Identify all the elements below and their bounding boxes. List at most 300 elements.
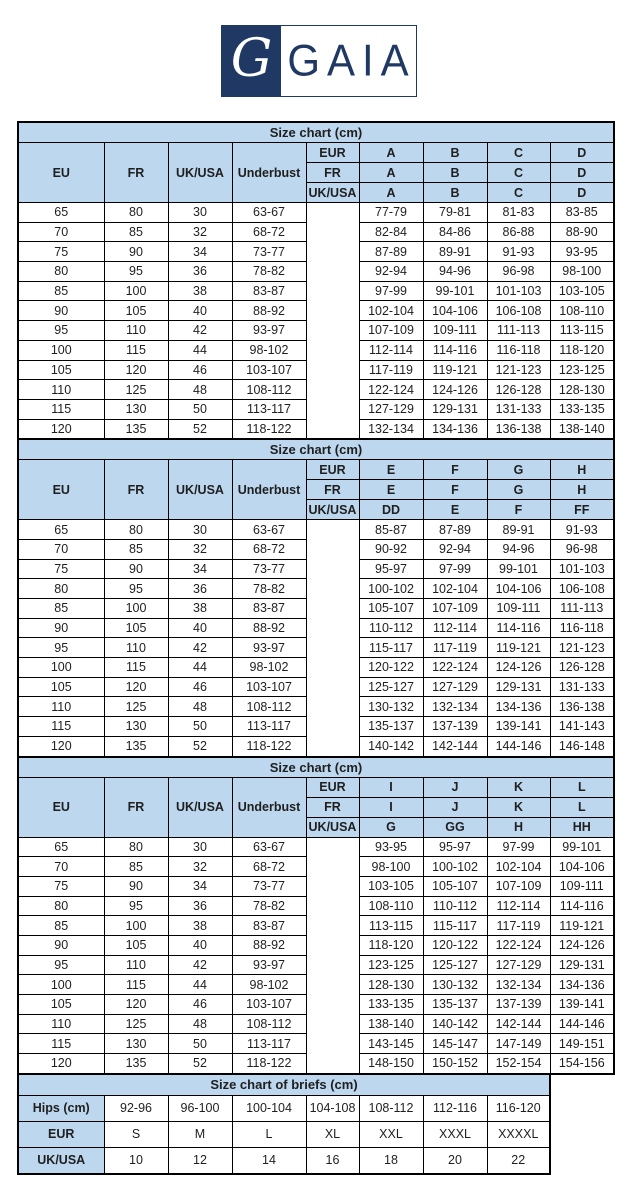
cup-header: A (359, 143, 423, 163)
table-cell: XXXXL (487, 1121, 550, 1147)
table-cell: 106-108 (487, 301, 550, 321)
table-cell: 134-136 (550, 975, 614, 995)
table-cell: 22 (487, 1147, 550, 1174)
table-cell: 126-128 (550, 658, 614, 678)
table-cell: 98-102 (232, 340, 306, 360)
cup-header: D (550, 183, 614, 203)
table-cell: 12 (168, 1147, 232, 1174)
table-cell: 144-146 (487, 736, 550, 756)
table-cell: 115 (104, 658, 168, 678)
table-title: Size chart (cm) (18, 757, 614, 778)
table-cell: 120 (18, 1054, 104, 1074)
table-cell: 70 (18, 539, 104, 559)
table-cell: 44 (168, 975, 232, 995)
table-cell: 98-102 (232, 975, 306, 995)
cup-header: E (359, 460, 423, 480)
table-cell: 42 (168, 955, 232, 975)
table-cell: 95 (104, 262, 168, 282)
cup-system-label: UK/USA (306, 183, 359, 203)
table-cell: 127-129 (487, 955, 550, 975)
table-cell: 85 (18, 599, 104, 619)
cup-header: B (423, 143, 487, 163)
table-cell: 114-116 (487, 618, 550, 638)
table-cell: 115-117 (359, 638, 423, 658)
table-cell: 120 (104, 677, 168, 697)
spacer-cell (306, 520, 359, 757)
cup-system-label: EUR (306, 460, 359, 480)
table-cell: 73-77 (232, 242, 306, 262)
table-cell: 96-98 (550, 539, 614, 559)
cup-header: GG (423, 817, 487, 837)
cup-header: K (487, 797, 550, 817)
table-cell: M (168, 1121, 232, 1147)
table-cell: 101-103 (550, 559, 614, 579)
table-cell: 68-72 (232, 857, 306, 877)
table-cell: 120-122 (423, 935, 487, 955)
table-cell: 129-131 (487, 677, 550, 697)
table-cell: 110 (104, 321, 168, 341)
table-body (18, 203, 614, 440)
cup-header: C (487, 143, 550, 163)
table-cell: 14 (232, 1147, 306, 1174)
cup-header: H (550, 480, 614, 500)
table-cell: 126-128 (487, 380, 550, 400)
table-cell: 132-134 (359, 419, 423, 439)
table-cell: 96-100 (168, 1095, 232, 1121)
table-cell: 80 (18, 896, 104, 916)
table-cell: 85 (104, 539, 168, 559)
table-cell: 70 (18, 222, 104, 242)
cup-header: G (487, 460, 550, 480)
table-cell: 90 (104, 242, 168, 262)
table-cell: 145-147 (423, 1034, 487, 1054)
table-cell: 86-88 (487, 222, 550, 242)
table-cell: 115 (104, 340, 168, 360)
table-cell: 109-111 (423, 321, 487, 341)
table-cell: 113-117 (232, 399, 306, 419)
table-cell: 110 (18, 697, 104, 717)
table-cell: 96-98 (487, 262, 550, 282)
table-cell: 75 (18, 559, 104, 579)
cup-system-label: EUR (306, 143, 359, 163)
table-cell: 103-105 (550, 281, 614, 301)
table-cell: 119-121 (550, 916, 614, 936)
table-cell: 108-110 (359, 896, 423, 916)
table-cell: 100 (104, 599, 168, 619)
table-cell: 138-140 (359, 1014, 423, 1034)
table-cell: 92-96 (104, 1095, 168, 1121)
table-cell: 129-131 (423, 399, 487, 419)
table-cell: 16 (306, 1147, 359, 1174)
table-cell: 134-136 (423, 419, 487, 439)
column-header-underbust: Underbust (232, 777, 306, 837)
table-cell: 80 (104, 203, 168, 223)
brand-name: GAIA (287, 35, 416, 86)
table-cell: 80 (104, 520, 168, 540)
table-cell: 50 (168, 717, 232, 737)
table-cell: 38 (168, 599, 232, 619)
table-cell: 147-149 (487, 1034, 550, 1054)
cup-header: D (550, 163, 614, 183)
table-cell: 65 (18, 203, 104, 223)
table-cell: 32 (168, 222, 232, 242)
table-cell: 115 (18, 399, 104, 419)
table-cell: 68-72 (232, 222, 306, 242)
size-chart-table-e-h (17, 438, 615, 757)
table-cell: 88-90 (550, 222, 614, 242)
cup-header: B (423, 163, 487, 183)
table-cell: 125-127 (423, 955, 487, 975)
cup-header: C (487, 163, 550, 183)
table-cell: 125 (104, 1014, 168, 1034)
table-cell: 79-81 (423, 203, 487, 223)
cup-header: FF (550, 500, 614, 520)
table-cell: 100-102 (423, 857, 487, 877)
table-cell: 75 (18, 242, 104, 262)
cup-header: A (359, 163, 423, 183)
column-header-fr: FR (104, 460, 168, 520)
table-cell: 70 (18, 857, 104, 877)
table-cell: 100-104 (232, 1095, 306, 1121)
table-cell: 108-110 (550, 301, 614, 321)
table-cell: 120 (104, 995, 168, 1015)
table-cell: XL (306, 1121, 359, 1147)
cup-system-label: UK/USA (306, 500, 359, 520)
table-cell: 34 (168, 876, 232, 896)
table-cell: 18 (359, 1147, 423, 1174)
table-cell: 95 (18, 321, 104, 341)
table-cell: 101-103 (487, 281, 550, 301)
size-chart-table-a-d (17, 121, 615, 440)
column-header-fr: FR (104, 143, 168, 203)
table-cell: 77-79 (359, 203, 423, 223)
table-cell: 48 (168, 380, 232, 400)
table-cell: 130 (104, 399, 168, 419)
table-cell: 112-114 (487, 896, 550, 916)
table-cell: 110-112 (359, 618, 423, 638)
table-cell: 36 (168, 579, 232, 599)
table-cell: 91-93 (550, 520, 614, 540)
table-cell: 73-77 (232, 876, 306, 896)
table-cell: 88-92 (232, 618, 306, 638)
table-cell: 88-92 (232, 935, 306, 955)
table-cell: 87-89 (359, 242, 423, 262)
table-cell: 129-131 (550, 955, 614, 975)
table-cell: 120 (18, 736, 104, 756)
cup-header: DD (359, 500, 423, 520)
cup-system-label: EUR (306, 777, 359, 797)
table-cell: 117-119 (359, 360, 423, 380)
table-cell: 115-117 (423, 916, 487, 936)
table-cell: 152-154 (487, 1054, 550, 1074)
table-cell: 115 (104, 975, 168, 995)
table-cell: 112-114 (423, 618, 487, 638)
table-cell: 124-126 (487, 658, 550, 678)
table-cell: 93-97 (232, 321, 306, 341)
row-header-eur: EUR (18, 1121, 104, 1147)
table-cell: 73-77 (232, 559, 306, 579)
table-cell: 114-116 (550, 896, 614, 916)
table-cell: 113-117 (232, 717, 306, 737)
table-cell: 85 (104, 857, 168, 877)
table-cell: 80 (18, 262, 104, 282)
table-cell: 104-106 (423, 301, 487, 321)
cup-header: I (359, 797, 423, 817)
table-cell: 95 (104, 579, 168, 599)
table-cell: 120 (104, 360, 168, 380)
table-cell: 42 (168, 638, 232, 658)
cup-system-label: FR (306, 797, 359, 817)
table-cell: 106-108 (550, 579, 614, 599)
table-cell: 89-91 (423, 242, 487, 262)
column-header-underbust: Underbust (232, 143, 306, 203)
briefs-size-chart-table (17, 1073, 551, 1175)
table-cell: 65 (18, 837, 104, 857)
table-cell: 110 (18, 380, 104, 400)
table-cell: 113-117 (232, 1034, 306, 1054)
table-cell: 32 (168, 539, 232, 559)
table-cell: 95 (18, 638, 104, 658)
table-cell: 82-84 (359, 222, 423, 242)
table-cell: 63-67 (232, 837, 306, 857)
table-cell: 48 (168, 697, 232, 717)
table-cell: 135-137 (359, 717, 423, 737)
table-cell: 85 (18, 916, 104, 936)
table-cell: 107-109 (487, 876, 550, 896)
logo-monogram: G (230, 29, 273, 89)
table-cell: 93-97 (232, 955, 306, 975)
row-header-hips: Hips (cm) (18, 1095, 104, 1121)
table-cell: 118-122 (232, 419, 306, 439)
table-cell: 30 (168, 203, 232, 223)
table-cell: 83-87 (232, 281, 306, 301)
table-cell: 134-136 (487, 697, 550, 717)
table-cell: 119-121 (487, 638, 550, 658)
table-cell: 105 (104, 301, 168, 321)
table-cell: 103-107 (232, 995, 306, 1015)
table-cell: 121-123 (550, 638, 614, 658)
table-cell: 100 (18, 658, 104, 678)
table-cell: 102-104 (487, 857, 550, 877)
table-cell: 125-127 (359, 677, 423, 697)
table-cell: 137-139 (423, 717, 487, 737)
table-cell: 46 (168, 995, 232, 1015)
table-cell: 113-115 (550, 321, 614, 341)
cup-header: D (550, 143, 614, 163)
table-cell: 112-114 (359, 340, 423, 360)
table-cell: 103-105 (359, 876, 423, 896)
column-header-eu: EU (18, 143, 104, 203)
table-cell: 65 (18, 520, 104, 540)
table-body (18, 520, 614, 757)
column-header-ukusa: UK/USA (168, 460, 232, 520)
table-cell: 44 (168, 340, 232, 360)
table-cell: 149-151 (550, 1034, 614, 1054)
table-cell: 140-142 (423, 1014, 487, 1034)
table-cell: 105 (18, 360, 104, 380)
table-title: Size chart (cm) (18, 122, 614, 143)
table-cell: 130 (104, 1034, 168, 1054)
table-cell: 142-144 (487, 1014, 550, 1034)
table-cell: S (104, 1121, 168, 1147)
table-cell: 99-101 (487, 559, 550, 579)
column-header-ukusa: UK/USA (168, 777, 232, 837)
column-header-fr: FR (104, 777, 168, 837)
table-cell: 130 (104, 717, 168, 737)
table-cell: 105-107 (423, 876, 487, 896)
table-cell: 135 (104, 1054, 168, 1074)
table-cell: 110 (104, 638, 168, 658)
table-cell: 113-115 (359, 916, 423, 936)
table-cell: 84-86 (423, 222, 487, 242)
table-cell: 75 (18, 876, 104, 896)
table-cell: 98-100 (359, 857, 423, 877)
table-cell: 125 (104, 697, 168, 717)
table-cell: 95 (104, 896, 168, 916)
table-cell: 118-122 (232, 1054, 306, 1074)
table-cell: 48 (168, 1014, 232, 1034)
table-cell: 38 (168, 916, 232, 936)
table-cell: 122-124 (487, 935, 550, 955)
cup-header: H (550, 460, 614, 480)
table-cell: 87-89 (423, 520, 487, 540)
table-cell: 123-125 (550, 360, 614, 380)
table-cell: 100 (104, 281, 168, 301)
table-cell: 50 (168, 399, 232, 419)
table-cell: 40 (168, 935, 232, 955)
table-cell: 50 (168, 1034, 232, 1054)
table-cell: 122-124 (359, 380, 423, 400)
table-cell: 136-138 (487, 419, 550, 439)
table-cell: 52 (168, 1054, 232, 1074)
table-cell: 99-101 (550, 837, 614, 857)
table-cell: 105 (18, 995, 104, 1015)
table-cell: 83-87 (232, 599, 306, 619)
table-cell: 130-132 (359, 697, 423, 717)
table-cell: 100 (18, 975, 104, 995)
table-cell: 92-94 (423, 539, 487, 559)
table-cell: 105-107 (359, 599, 423, 619)
table-cell: 99-101 (423, 281, 487, 301)
table-cell: 83-87 (232, 916, 306, 936)
column-header-underbust: Underbust (232, 460, 306, 520)
table-cell: 107-109 (359, 321, 423, 341)
table-row (18, 520, 614, 540)
table-cell: 98-100 (550, 262, 614, 282)
table-cell: 36 (168, 896, 232, 916)
table-cell: 136-138 (550, 697, 614, 717)
table-cell: 52 (168, 419, 232, 439)
cup-header: HH (550, 817, 614, 837)
table-cell: 93-97 (232, 638, 306, 658)
table-cell: 90 (104, 876, 168, 896)
table-cell: 138-140 (550, 419, 614, 439)
table-cell: 103-107 (232, 360, 306, 380)
cup-header: F (487, 500, 550, 520)
table-cell: 95-97 (423, 837, 487, 857)
table-cell: 40 (168, 301, 232, 321)
table-cell: 93-95 (550, 242, 614, 262)
table-cell: 123-125 (359, 955, 423, 975)
table-cell: 112-116 (423, 1095, 487, 1121)
table-cell: 108-112 (232, 1014, 306, 1034)
table-cell: 117-119 (423, 638, 487, 658)
table-cell: 132-134 (487, 975, 550, 995)
table-cell: 116-118 (550, 618, 614, 638)
table-cell: 109-111 (550, 876, 614, 896)
cup-header: K (487, 777, 550, 797)
cup-header: E (423, 500, 487, 520)
table-cell: 111-113 (550, 599, 614, 619)
table-cell: 120 (18, 419, 104, 439)
cup-header: A (359, 183, 423, 203)
table-cell: 116-118 (487, 340, 550, 360)
table-cell: 122-124 (423, 658, 487, 678)
table-cell: 80 (18, 579, 104, 599)
table-cell: 105 (104, 935, 168, 955)
table-cell: 100 (18, 340, 104, 360)
table-cell: 88-92 (232, 301, 306, 321)
logo-monogram-square (222, 26, 281, 96)
table-cell: 115 (18, 1034, 104, 1054)
table-cell: 110-112 (423, 896, 487, 916)
table-cell: 34 (168, 559, 232, 579)
table-cell: 80 (104, 837, 168, 857)
table-cell: 124-126 (423, 380, 487, 400)
table-cell: 118-122 (232, 736, 306, 756)
table-cell: 90 (18, 618, 104, 638)
table-cell: 140-142 (359, 736, 423, 756)
cup-header: L (550, 797, 614, 817)
brand-logo (221, 25, 417, 97)
table-cell: XXL (359, 1121, 423, 1147)
spacer-cell (306, 203, 359, 440)
table-cell: 100 (104, 916, 168, 936)
table-row (18, 837, 614, 857)
cup-header: J (423, 797, 487, 817)
table-cell: 131-133 (487, 399, 550, 419)
row-header-ukusa: UK/USA (18, 1147, 104, 1174)
table-cell: 98-102 (232, 658, 306, 678)
table-cell: 141-143 (550, 717, 614, 737)
table-cell: 20 (423, 1147, 487, 1174)
cup-header: E (359, 480, 423, 500)
table-cell: 10 (104, 1147, 168, 1174)
table-cell: 95-97 (359, 559, 423, 579)
table-cell: 63-67 (232, 520, 306, 540)
table-cell: 85 (104, 222, 168, 242)
table-cell: 93-95 (359, 837, 423, 857)
size-chart-table-i-l (17, 756, 615, 1075)
table-cell: 107-109 (423, 599, 487, 619)
cup-system-label: UK/USA (306, 817, 359, 837)
table-cell: 102-104 (359, 301, 423, 321)
table-cell: 78-82 (232, 262, 306, 282)
table-cell: 127-129 (359, 399, 423, 419)
table-cell: 135 (104, 419, 168, 439)
table-cell: 137-139 (487, 995, 550, 1015)
table-cell: 90 (18, 301, 104, 321)
table-cell: 94-96 (423, 262, 487, 282)
table-cell: 91-93 (487, 242, 550, 262)
table-cell: 36 (168, 262, 232, 282)
table-cell: 90 (104, 559, 168, 579)
table-cell: 78-82 (232, 579, 306, 599)
table-cell: 63-67 (232, 203, 306, 223)
table-cell: 42 (168, 321, 232, 341)
table-cell: 108-112 (232, 380, 306, 400)
cup-header: L (550, 777, 614, 797)
